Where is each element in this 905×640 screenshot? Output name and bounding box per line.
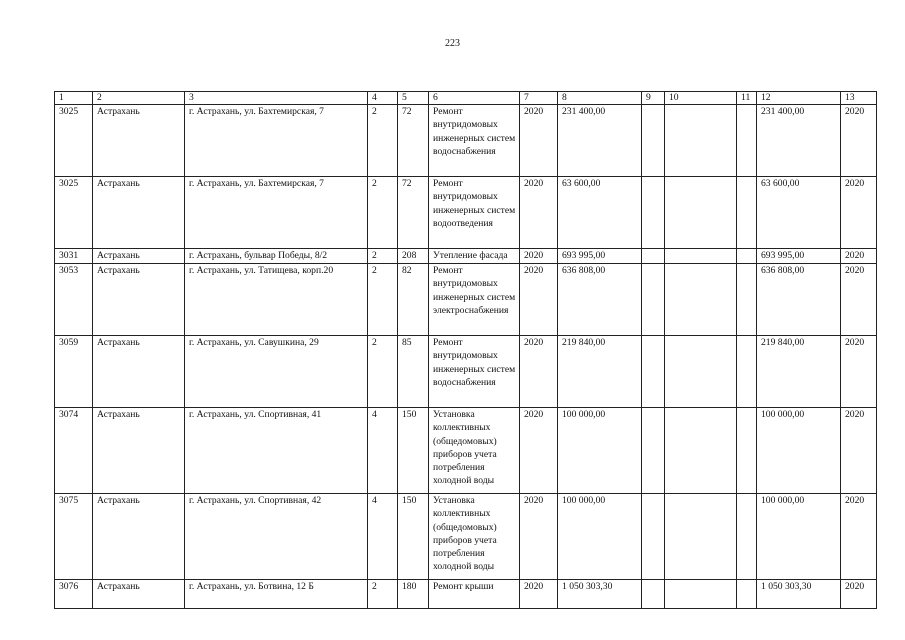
table-cell-col-4: 2 <box>368 249 398 264</box>
table-cell-col-3: г. Астрахань, ул. Савушкина, 29 <box>185 336 368 408</box>
page-number: 223 <box>445 38 460 49</box>
table-cell-col-8: 100 000,00 <box>558 408 642 494</box>
table-cell-col-11 <box>737 177 757 249</box>
table-cell-col-13: 2020 <box>841 580 877 609</box>
table-cell-col-4: 4 <box>368 408 398 494</box>
capital-repair-table <box>54 91 877 609</box>
column-number-header: 13 <box>841 92 877 105</box>
table-cell-col-10 <box>665 105 737 177</box>
table-cell-col-6: Ремонт внутридомовых инженерных систем водоснабжения <box>429 336 520 408</box>
column-number-header: 11 <box>737 92 757 105</box>
table-cell-col-1: 3031 <box>55 249 93 264</box>
table-cell-col-7: 2020 <box>520 580 558 609</box>
table-cell-col-11 <box>737 264 757 336</box>
table-cell-col-7: 2020 <box>520 105 558 177</box>
column-number-header: 4 <box>368 92 398 105</box>
table-cell-col-9 <box>642 408 665 494</box>
table-header-row <box>55 92 877 105</box>
table-cell-col-6: Установка коллективных (общедомовых) приборов учета потребления холодной воды <box>429 494 520 580</box>
table-cell-col-8: 693 995,00 <box>558 249 642 264</box>
table-cell-col-12: 219 840,00 <box>757 336 841 408</box>
table-cell-col-9 <box>642 177 665 249</box>
table-cell-col-12: 636 808,00 <box>757 264 841 336</box>
table-cell-col-8: 636 808,00 <box>558 264 642 336</box>
table-cell-col-6: Установка коллективных (общедомовых) приборов учета потребления холодной воды <box>429 408 520 494</box>
table-cell-col-9 <box>642 105 665 177</box>
table-cell-col-13: 2020 <box>841 249 877 264</box>
table-cell-col-8: 100 000,00 <box>558 494 642 580</box>
table-cell-col-1: 3025 <box>55 105 93 177</box>
table-cell-col-1: 3075 <box>55 494 93 580</box>
table-cell-col-5: 150 <box>398 408 429 494</box>
table-cell-col-12: 63 600,00 <box>757 177 841 249</box>
table-cell-col-4: 2 <box>368 580 398 609</box>
table-cell-col-10 <box>665 249 737 264</box>
table-cell-col-2: Астрахань <box>93 249 185 264</box>
table-cell-col-2: Астрахань <box>93 105 185 177</box>
table-cell-col-12: 693 995,00 <box>757 249 841 264</box>
table-row <box>55 177 877 249</box>
table-cell-col-2: Астрахань <box>93 580 185 609</box>
table-cell-col-8: 1 050 303,30 <box>558 580 642 609</box>
table-cell-col-11 <box>737 336 757 408</box>
table-cell-col-11 <box>737 408 757 494</box>
table-cell-col-4: 4 <box>368 494 398 580</box>
table-cell-col-5: 150 <box>398 494 429 580</box>
table-row <box>55 264 877 336</box>
table-cell-col-3: г. Астрахань, ул. Бахтемирская, 7 <box>185 105 368 177</box>
column-number-header: 3 <box>185 92 368 105</box>
table-cell-col-3: г. Астрахань, бульвар Победы, 8/2 <box>185 249 368 264</box>
table-cell-col-5: 72 <box>398 105 429 177</box>
table-cell-col-3: г. Астрахань, ул. Спортивная, 41 <box>185 408 368 494</box>
table-cell-col-6: Ремонт внутридомовых инженерных систем электроснабжения <box>429 264 520 336</box>
table-cell-col-13: 2020 <box>841 408 877 494</box>
table-cell-col-3: г. Астрахань, ул. Спортивная, 42 <box>185 494 368 580</box>
table-cell-col-5: 72 <box>398 177 429 249</box>
table-cell-col-5: 82 <box>398 264 429 336</box>
table-cell-col-3: г. Астрахань, ул. Бахтемирская, 7 <box>185 177 368 249</box>
table-cell-col-9 <box>642 264 665 336</box>
table-cell-col-11 <box>737 105 757 177</box>
table-cell-col-3: г. Астрахань, ул. Татищева, корп.20 <box>185 264 368 336</box>
table-row <box>55 336 877 408</box>
table-cell-col-10 <box>665 264 737 336</box>
table-cell-col-9 <box>642 336 665 408</box>
table-cell-col-11 <box>737 580 757 609</box>
column-number-header: 5 <box>398 92 429 105</box>
table-cell-col-13: 2020 <box>841 264 877 336</box>
table-cell-col-7: 2020 <box>520 408 558 494</box>
table-cell-col-12: 100 000,00 <box>757 494 841 580</box>
table-cell-col-2: Астрахань <box>93 408 185 494</box>
table-cell-col-6: Ремонт внутридомовых инженерных систем водоотведения <box>429 177 520 249</box>
table-cell-col-7: 2020 <box>520 336 558 408</box>
table-cell-col-1: 3053 <box>55 264 93 336</box>
table-cell-col-9 <box>642 580 665 609</box>
column-number-header: 1 <box>55 92 93 105</box>
table-cell-col-8: 63 600,00 <box>558 177 642 249</box>
table-cell-col-5: 85 <box>398 336 429 408</box>
table-cell-col-10 <box>665 177 737 249</box>
table-cell-col-12: 231 400,00 <box>757 105 841 177</box>
table-cell-col-2: Астрахань <box>93 264 185 336</box>
table-cell-col-7: 2020 <box>520 494 558 580</box>
table-cell-col-4: 2 <box>368 264 398 336</box>
column-number-header: 10 <box>665 92 737 105</box>
column-number-header: 8 <box>558 92 642 105</box>
table-cell-col-13: 2020 <box>841 105 877 177</box>
column-number-header: 12 <box>757 92 841 105</box>
table-cell-col-5: 208 <box>398 249 429 264</box>
column-number-header: 2 <box>93 92 185 105</box>
table-cell-col-1: 3059 <box>55 336 93 408</box>
table-cell-col-1: 3025 <box>55 177 93 249</box>
table-row <box>55 580 877 609</box>
table-cell-col-11 <box>737 249 757 264</box>
table-cell-col-1: 3076 <box>55 580 93 609</box>
table-cell-col-13: 2020 <box>841 336 877 408</box>
table-row <box>55 105 877 177</box>
table-cell-col-10 <box>665 580 737 609</box>
table-cell-col-7: 2020 <box>520 177 558 249</box>
column-number-header: 6 <box>429 92 520 105</box>
table-cell-col-2: Астрахань <box>93 177 185 249</box>
table-cell-col-4: 2 <box>368 336 398 408</box>
table-row <box>55 408 877 494</box>
table-cell-col-4: 2 <box>368 177 398 249</box>
table-cell-col-10 <box>665 408 737 494</box>
table-cell-col-5: 180 <box>398 580 429 609</box>
table-cell-col-3: г. Астрахань, ул. Ботвина, 12 Б <box>185 580 368 609</box>
table-cell-col-10 <box>665 494 737 580</box>
table-cell-col-2: Астрахань <box>93 494 185 580</box>
table-cell-col-9 <box>642 249 665 264</box>
column-number-header: 7 <box>520 92 558 105</box>
table-cell-col-6: Ремонт крыши <box>429 580 520 609</box>
table-cell-col-9 <box>642 494 665 580</box>
table-row <box>55 249 877 264</box>
table-row <box>55 494 877 580</box>
table-cell-col-7: 2020 <box>520 249 558 264</box>
table-cell-col-7: 2020 <box>520 264 558 336</box>
column-number-header: 9 <box>642 92 665 105</box>
table-cell-col-13: 2020 <box>841 177 877 249</box>
table-cell-col-11 <box>737 494 757 580</box>
table-cell-col-4: 2 <box>368 105 398 177</box>
table-cell-col-10 <box>665 336 737 408</box>
table-cell-col-8: 219 840,00 <box>558 336 642 408</box>
table-cell-col-12: 1 050 303,30 <box>757 580 841 609</box>
table-cell-col-13: 2020 <box>841 494 877 580</box>
table-cell-col-1: 3074 <box>55 408 93 494</box>
table-cell-col-2: Астрахань <box>93 336 185 408</box>
table-cell-col-6: Ремонт внутридомовых инженерных систем водоснабжения <box>429 105 520 177</box>
table-cell-col-12: 100 000,00 <box>757 408 841 494</box>
table-cell-col-6: Утепление фасада <box>429 249 520 264</box>
table-cell-col-8: 231 400,00 <box>558 105 642 177</box>
